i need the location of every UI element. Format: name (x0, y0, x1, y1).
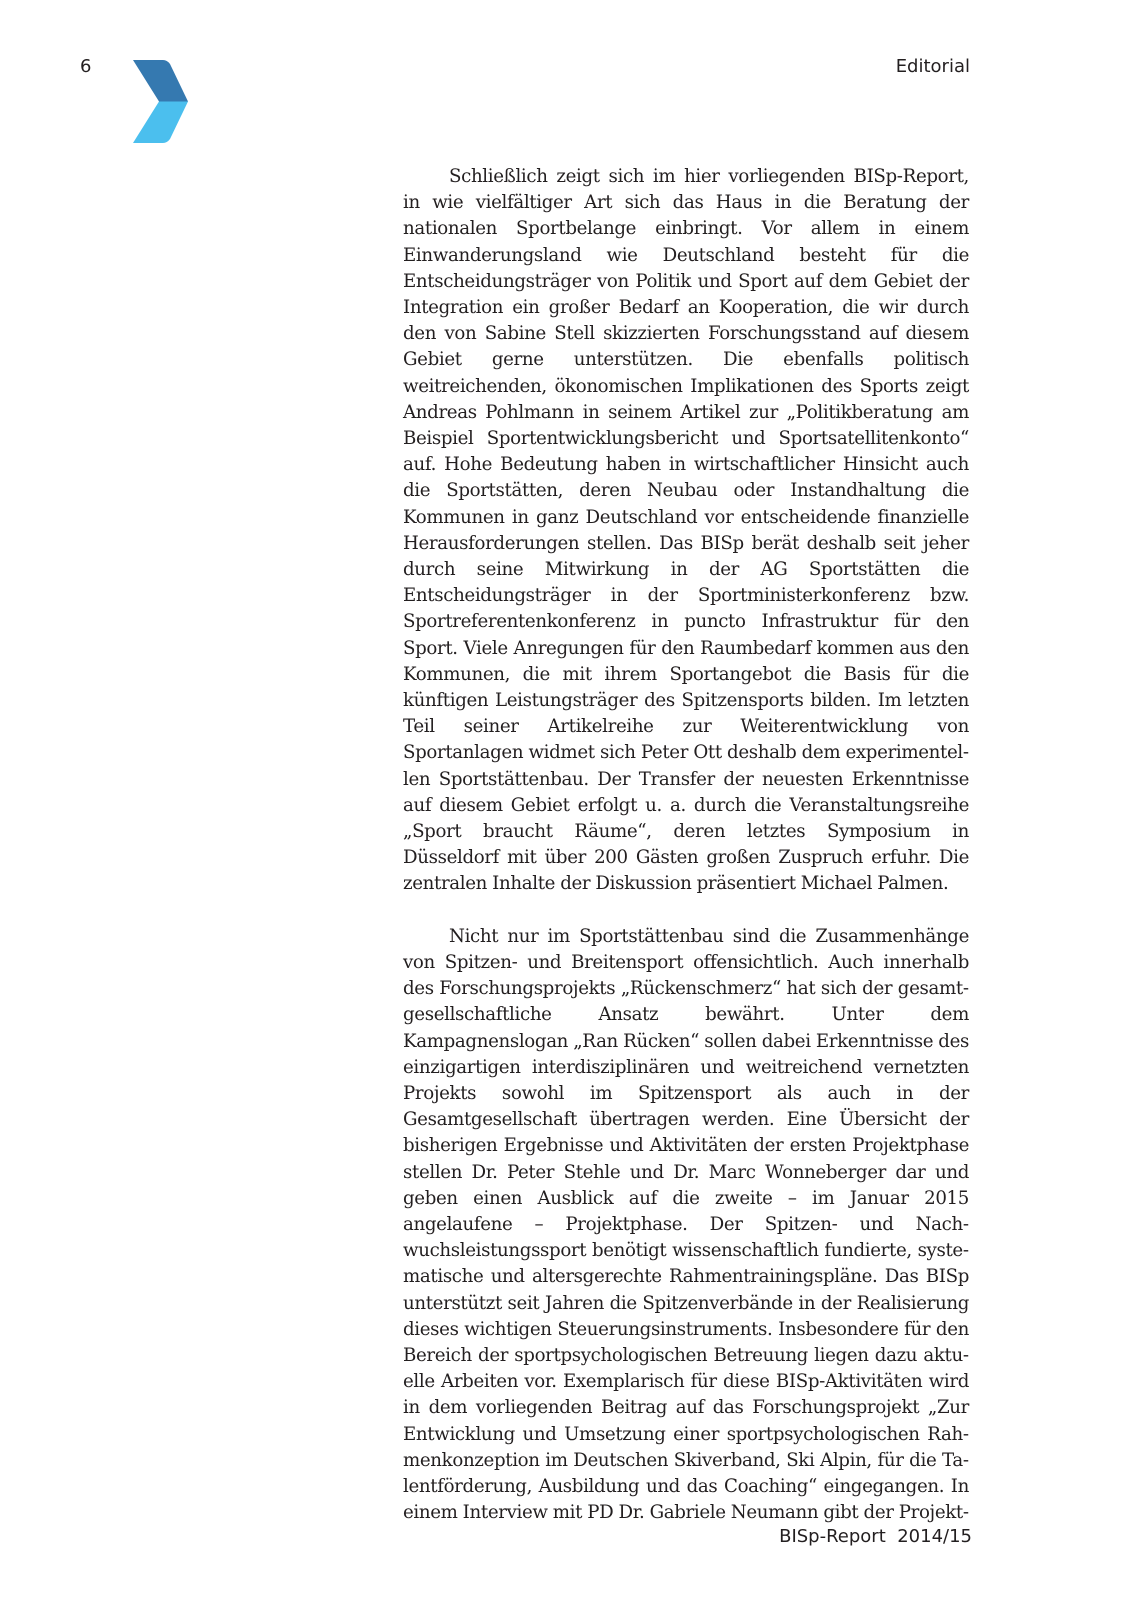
section-title: Editorial (895, 56, 970, 77)
publication-footer: BISp-Report 2014/15 (779, 1526, 972, 1547)
paragraph: Schließlich zeigt sich im hier vorliegenden BISp-Report, in wie vielfältiger Art sich das Haus in die Beratung der nationalen Sportbelange einbringt. Vor allem in einem Einwanderungsland wie Deutschland besteht für die Entscheidungsträger von Politik und Sport auf dem Gebiet der Integration ein großer Bedarf an Kooperation, die wir durch den von Sabine Stell skizzierten Forschungsstand auf diesem Gebiet gerne unterstützen. Die ebenfalls politisch weitreichenden, ökonomischen Implikationen des Sports zeigt Andreas Pohlmann in seinem Artikel zur „Politikberatung am Beispiel Sportentwicklungsbericht und Sportsatellitenkonto“ auf. Hohe Bedeutung haben in wirtschaftlicher Hinsicht auch die Sportstätten, deren Neubau oder Instandhaltung die Kommunen in ganz Deutschland vor entscheidende finanzielle Herausforderungen stellen. Das BISp berät deshalb seit jeher durch seine Mitwirkung in der AG Sportstätten die Entscheidungsträger in der Sportministerkonferenz bzw. Sportreferentenkonferenz in puncto Infrastruktur für den Sport. Viele Anregungen für den Raumbedarf kommen aus den Kommunen, die mit ihrem Sportangebot die Basis für die künftigen Leistungsträger des Spitzensports bilden. Im letzten Teil seiner Artikelreihe zur Weiterentwicklung von Sportanlagen widmet sich Peter Ott deshalb dem experimentellen Sportstättenbau. Der Transfer der neuesten Erkenntnisse auf diesem Gebiet erfolgt u. a. durch die Veranstaltungsreihe „Sport braucht Räume“, deren letztes Symposium in Düsseldorf mit über 200 Gästen großen Zuspruch erfuhr. Die zentralen Inhalte der Diskussion präsentiert Michael Palmen. (403, 166, 969, 895)
article-body (403, 164, 969, 1526)
paragraph: Nicht nur im Sportstättenbau sind die Zusammenhänge von Spitzen- und Breitensport offensichtlich. Auch innerhalb des Forschungsprojekts „Rückenschmerz“ hat sich der gesamtgesellschaftliche Ansatz bewährt. Unter dem Kampagnenslogan „Ran Rücken“ sollen dabei Erkenntnisse des einzigartigen interdisziplinären und weitreichend vernetzten Projekts sowohl im Spitzensport als auch in der Gesamtgesellschaft übertragen werden. Eine Übersicht der bisherigen Ergebnisse und Aktivitäten der ersten Projektphase stellen Dr. Peter Stehle und Dr. Marc Wonneberger dar und geben einen Ausblick auf die zweite – im Januar 2015 angelaufene – Projektphase. Der Spitzen- und Nachwuchsleistungssport benötigt wissenschaftlich fundierte, systematische und altersgerechte Rahmentrainingspläne. Das BISp unterstützt seit Jahren die Spitzenverbände in der Realisierung dieses wichtigen Steuerungsinstruments. Insbesondere für den Bereich der sportpsychologischen Betreuung liegen dazu aktuelle Arbeiten vor. Exemplarisch für diese BISp-Aktivitäten wird in dem vorliegenden Beitrag auf das Forschungsprojekt „Zur Entwicklung und Umsetzung einer sportpsychologischen Rahmenkonzeption im Deutschen Skiverband, Ski Alpin, für die Talentförderung, Ausbildung und das Coaching“ eingegangen. In einem Interview mit PD Dr. Gabriele Neumann gibt der Projekt- (403, 925, 969, 1524)
chevron-right-icon (133, 60, 189, 143)
page-number: 6 (80, 56, 92, 77)
